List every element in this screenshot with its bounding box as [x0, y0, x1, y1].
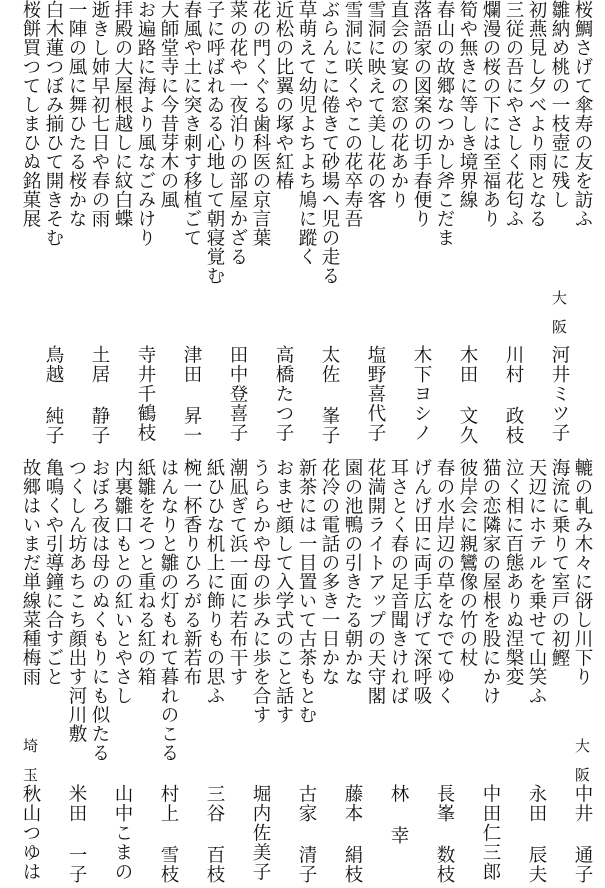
haiku-entry [19, 458, 41, 686]
haiku-text: 春の水岸辺の草をなでてゆく [434, 458, 455, 705]
haiku-entry [157, 458, 179, 762]
haiku-text: 天辺にホテルを乗せて山笑ふ [526, 458, 547, 705]
haiku-entry [19, 0, 41, 228]
author-entry [65, 784, 87, 884]
haiku-entry [571, 0, 593, 228]
haiku-entry [111, 0, 133, 228]
haiku-entry [318, 0, 340, 285]
haiku-entry [180, 0, 202, 247]
haiku-text: 雛納め桃の一枝壺に残し [549, 0, 570, 209]
author-entry [525, 784, 547, 884]
author-entry [295, 784, 317, 884]
haiku-text: おませ顔して入学式のこと話す [273, 458, 294, 724]
haiku-entry [180, 458, 202, 686]
haiku-entry [226, 0, 248, 266]
haiku-entry [295, 458, 317, 724]
haiku-entry [272, 458, 294, 724]
haiku-entry [134, 458, 156, 686]
haiku-text: 一陣の風に舞ひたる桜かな [66, 0, 87, 228]
haiku-text: お遍路に海より風なごみけり [135, 0, 156, 247]
author-entry [433, 784, 455, 884]
haiku-entry [364, 0, 386, 209]
haiku-text: 海流に乗りて室戸の初鰹 [549, 458, 570, 667]
haiku-entry [226, 458, 248, 686]
haiku-text: おぼろ夜は母のぬくもりにも似たる [89, 458, 110, 762]
author-name: 中田仁三郎 [480, 784, 501, 882]
author-entry [249, 784, 271, 882]
haiku-entry [111, 458, 133, 705]
author-entry [226, 345, 248, 443]
haiku-entry [364, 458, 386, 705]
haiku-text: げんげ田に両手広げて深呼吸 [411, 458, 432, 705]
author-name: 堀内佐美子 [250, 784, 271, 882]
haiku-text: 直会の宴の窓の花あかり [388, 0, 409, 209]
author-entry [341, 784, 363, 884]
haiku-text: 近松の比翼の塚や紅椿 [273, 0, 294, 190]
author-name: 秋山つゆは [20, 784, 41, 882]
author-name: 藤本 絹枝 [342, 784, 363, 884]
haiku-text: 初燕見し夕べより雨となる [526, 0, 547, 228]
author-name: 村上 雪枝 [158, 784, 179, 884]
haiku-text: 花の門くぐる歯科医の京言葉 [250, 0, 271, 247]
haiku-text: 菜の花や一夜泊りの部屋かざる [227, 0, 248, 266]
haiku-text: 春風や土に突き刺す移植ごて [181, 0, 202, 247]
haiku-text: うららかや母の歩みに歩を合す [250, 458, 271, 724]
haiku-entry [571, 458, 593, 686]
haiku-entry [249, 0, 271, 247]
haiku-entry [341, 0, 363, 228]
haiku-entry [410, 0, 432, 228]
haiku-text: 桜鯛さげて傘寿の友を訪ふ [572, 0, 593, 228]
author-name: 三谷 百枝 [204, 784, 225, 884]
author-name: 津田 昇一 [181, 345, 202, 445]
haiku-text: 花冷の電話の多き一日かな [319, 458, 340, 686]
haiku-entry [65, 0, 87, 228]
author-name: 土居 静子 [89, 345, 110, 445]
author-entry [364, 345, 386, 443]
haiku-entry [65, 458, 87, 743]
haiku-text: 落語家の図案の切手春便り [411, 0, 432, 228]
haiku-entry [456, 0, 478, 209]
haiku-text: 拝殿の大屋根越しに紋白蝶 [112, 0, 133, 228]
haiku-entry [525, 0, 547, 228]
haiku-entry [88, 0, 110, 228]
haiku-text: 桜餅買つてしまひぬ銘菓展 [20, 0, 41, 228]
haiku-text: ぶらんこに倦きて砂場へ児の走る [319, 0, 340, 285]
author-name: 田中登喜子 [227, 345, 248, 443]
author-entry [180, 345, 202, 445]
haiku-entry [203, 458, 225, 705]
haiku-text: 子に呼ばれゐる心地して朝寝覚む [204, 0, 225, 285]
haiku-text: 花満開ライトアップの天守閣 [365, 458, 386, 705]
haiku-entry [295, 0, 317, 266]
haiku-text: 耳さとく春の足音聞きければ [388, 458, 409, 705]
haiku-text: 筍や無きに等しき境界線 [457, 0, 478, 209]
haiku-text: 大師堂寺に今昔芽木の風 [158, 0, 179, 209]
haiku-entry [42, 458, 64, 686]
haiku-entry [341, 458, 363, 686]
haiku-entry [249, 458, 271, 724]
author-entry [318, 345, 340, 445]
author-name: 古家 清子 [296, 784, 317, 884]
haiku-entry [157, 0, 179, 209]
haiku-entry [410, 458, 432, 705]
haiku-text: 椀一杯香りひろがる新若布 [181, 458, 202, 686]
haiku-entry [42, 0, 64, 247]
author-entry [88, 345, 110, 445]
author-entry [134, 345, 156, 443]
haiku-text: 園の池鴨の引きたる朝かな [342, 458, 363, 686]
haiku-text: 三従の吾にやさしく花匂ふ [503, 0, 524, 228]
haiku-text: 白木蓮つぼみ揃ひて開きそむ [43, 0, 64, 247]
author-entry [479, 784, 501, 882]
author-name: 米田 一子 [66, 784, 87, 884]
haiku-text: 内裏雛口もとの紅いとやさし [112, 458, 133, 705]
author-name: 河井ミツ子 [549, 345, 570, 443]
haiku-text: 猫の恋隣家の屋根を股にかけ [480, 458, 501, 705]
haiku-text: 春山の故郷なつかし斧こだま [434, 0, 455, 247]
location-label: 埼玉 [21, 738, 39, 796]
haiku-text: 潮凪ぎて浜一面に若布干す [227, 458, 248, 686]
haiku-text: 紙雛をそつと重ねる紅の箱 [135, 458, 156, 686]
location-label: 大阪 [573, 738, 591, 796]
author-entry [548, 345, 570, 443]
haiku-text: 逝きし姉早初七日や春の雨 [89, 0, 110, 228]
author-entry [111, 784, 133, 882]
haiku-text: 雪洞に咲くやこの花卒寿吾 [342, 0, 363, 228]
haiku-text: 故郷はいまだ単線菜種梅雨 [20, 458, 41, 686]
haiku-text: 雪洞に映えて美し花の客 [365, 0, 386, 209]
author-name: 中井 通子 [572, 784, 593, 884]
haiku-entry [387, 458, 409, 705]
haiku-text: つくしん坊あちこち顔出す河川敷 [66, 458, 87, 743]
author-name: 山中こまの [112, 784, 133, 882]
haiku-entry [502, 458, 524, 686]
author-entry [157, 784, 179, 884]
author-entry [203, 784, 225, 884]
author-name: 太佐 峯子 [319, 345, 340, 445]
author-name: 長峯 数枝 [434, 784, 455, 884]
haiku-entry [525, 458, 547, 705]
haiku-entry [548, 0, 570, 209]
haiku-entry [456, 458, 478, 667]
location-label: 大阪 [550, 290, 568, 348]
author-name: 木下ヨシノ [411, 345, 432, 443]
haiku-text: 泣く相に百態ありぬ涅槃変 [503, 458, 524, 686]
author-name: 川村 政枝 [503, 345, 524, 445]
haiku-text: 轆の軋み木々に谺し川下り [572, 458, 593, 686]
haiku-entry [502, 0, 524, 228]
author-entry [19, 784, 41, 882]
haiku-text: 新茶には一目置いて古茶もとむ [296, 458, 317, 724]
author-entry [42, 345, 64, 445]
haiku-entry [134, 0, 156, 247]
author-entry [571, 784, 593, 884]
author-name: 林 幸 [388, 784, 409, 845]
author-entry [272, 345, 294, 443]
haiku-text: 彼岸会に親鸞像の竹の杖 [457, 458, 478, 667]
haiku-text: 亀鳴くや引導鐘に合すごと [43, 458, 64, 686]
author-entry [502, 345, 524, 445]
haiku-text: 紙ひひな机上に飾りもの思ふ [204, 458, 225, 705]
haiku-entry [387, 0, 409, 209]
author-name: 寺井千鶴枝 [135, 345, 156, 443]
author-entry [456, 345, 478, 445]
author-entry [387, 784, 409, 845]
haiku-entry [433, 458, 455, 705]
author-name: 塩野喜代子 [365, 345, 386, 443]
haiku-entry [203, 0, 225, 285]
haiku-text: 爛漫の桜の下には至福あり [480, 0, 501, 228]
author-name: 永田 辰夫 [526, 784, 547, 884]
haiku-entry [433, 0, 455, 247]
author-name: 鳥越 純子 [43, 345, 64, 445]
haiku-entry [548, 458, 570, 667]
haiku-entry [272, 0, 294, 190]
author-name: 木田 文久 [457, 345, 478, 445]
haiku-text: 草萌えて幼児よちよち鳩に蹤く [296, 0, 317, 266]
haiku-entry [479, 0, 501, 228]
haiku-entry [318, 458, 340, 686]
author-entry [410, 345, 432, 443]
haiku-entry [88, 458, 110, 762]
author-name: 高橋たつ子 [273, 345, 294, 443]
haiku-text: はんなりと雛の灯もれて暮れのこる [158, 458, 179, 762]
haiku-entry [479, 458, 501, 705]
